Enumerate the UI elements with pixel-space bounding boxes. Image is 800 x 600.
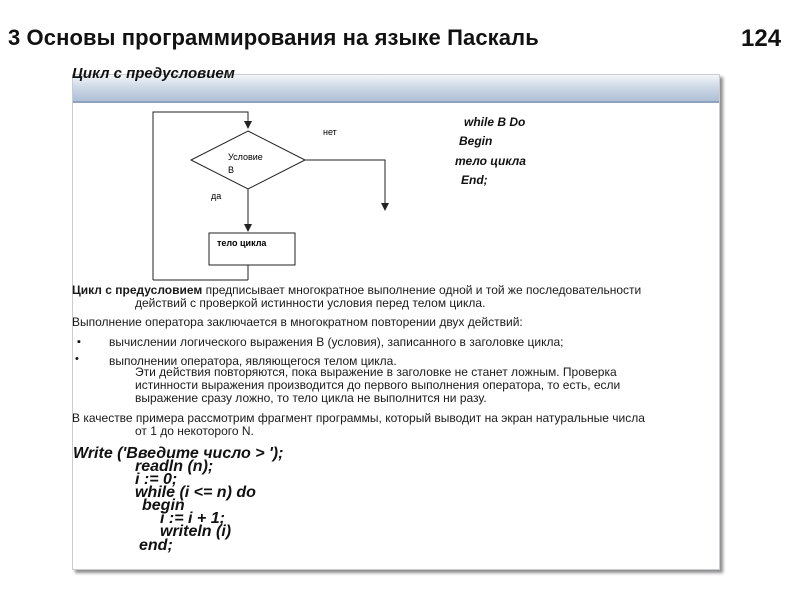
slide-subtitle: Цикл с предусловием [72,65,235,82]
note-line-1: Эти действия повторяются, пока выражение в заголовке не станет ложным. Проверка [135,365,617,379]
no-label: нет [323,127,337,137]
example-line-1: В качестве примера рассмотрим фрагмент программы, который выводит на экран натуральные числа [72,411,645,425]
definition-line-2: действий с проверкой истинности условия перед телом цикла. [135,296,486,310]
example-line-2: от 1 до некоторого N. [135,424,254,438]
code-line-7: writeln (i) [160,523,232,540]
syntax-begin-line: Begin [459,134,493,148]
code-line-1: Write ('Введите число > '); [73,445,284,462]
body-label: тело цикла [217,238,267,248]
condition-variable: B [228,165,235,175]
bullet-item-1: вычислении логического выражения B (условия), записанного в заголовке цикла; [109,335,564,349]
syntax-body-line: тело цикла [455,154,526,168]
code-line-5: begin [142,497,185,514]
syntax-end-line: End; [461,173,488,187]
syntax-while-line: while B Do [464,115,526,129]
definition-term: Цикл с предусловием [72,283,203,297]
note-line-2: истинности выражения производится до первого выполнения оператора, то есть, если [135,378,621,392]
no-branch-line [305,160,385,210]
bullet-marker-1: ▪ [77,336,81,348]
page-title: 3 Основы программирования на языке Паскаль [8,25,539,50]
execution-line: Выполнение оператора заключается в многократном повторении двух действий: [72,315,523,329]
code-line-8: end; [139,537,173,554]
code-line-4: while (i <= n) do [135,484,256,501]
bullet-marker-2: • [75,353,79,365]
yes-label: да [211,191,222,201]
note-line-3: выражение сразу ложно, то тело цикла не выполнится ни разу. [135,391,487,405]
definition-rest: предписывает многократное выполнение одной и той же последовательности [202,283,642,297]
condition-label: Условие [228,152,263,162]
code-line-6: i := i + 1; [160,510,225,527]
code-line-2: readln (n); [135,458,214,475]
page-number: 124 [741,25,782,52]
code-line-3: i := 0; [135,471,178,488]
bullet-item-2: выполнении оператора, являющегося телом цикла. [109,354,397,368]
